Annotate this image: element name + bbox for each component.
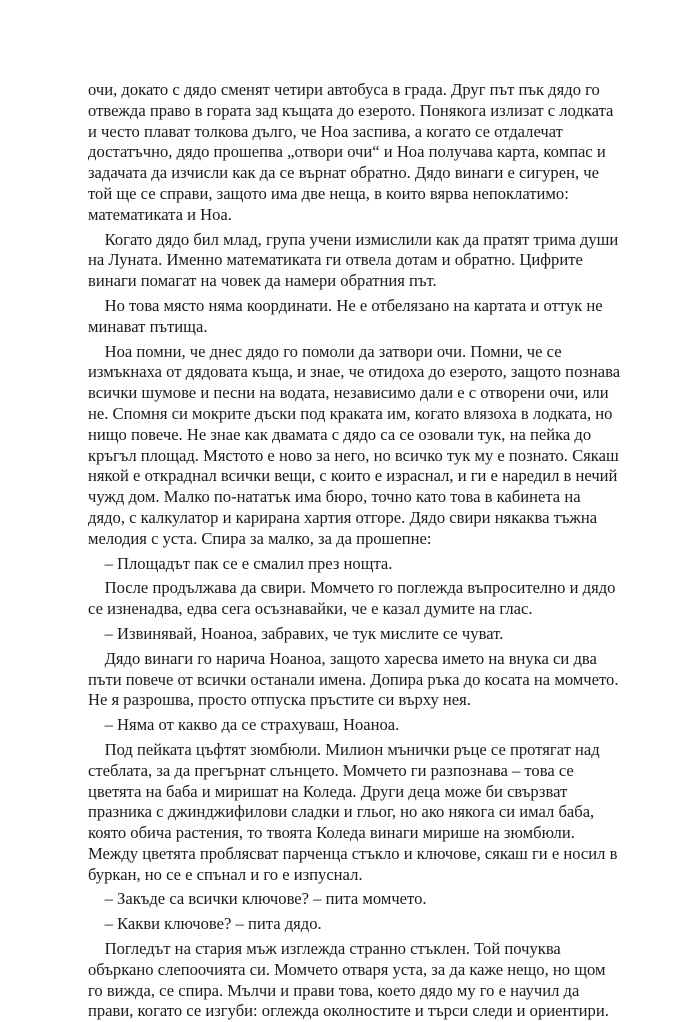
text-line: не. Спомня си мокрите дъски под краката им, когато влязоха в лодката, но	[88, 403, 613, 423]
text-line: объркано слепоочията си. Момчето отваря уста, за да каже нещо, но щом	[88, 959, 606, 979]
text-line: измъкнаха от дядовата къща, и знае, че отидоха до езерото, защото познава	[88, 362, 621, 382]
text-line: – Закъде са всички ключове? – пита момчето.	[88, 889, 427, 909]
text-line: стеблата, за да прегърнат слънцето. Момчето ги разпознава – това се	[88, 760, 574, 780]
text-line: – Какви ключове? – пита дядо.	[88, 914, 322, 934]
body-text	[88, 80, 628, 1022]
text-line: винаги помагат на човек да намери обратния път.	[88, 271, 437, 291]
text-line: дядо, с калкулатор и карирана хартия отгоре. Дядо свири някаква тъжна	[88, 507, 598, 527]
text-line: Дядо винаги го нарича Ноаноа, защото харесва името на внука си два	[88, 648, 597, 668]
text-line: се изненадва, едва сега осъзнавайки, че е казал думите на глас.	[88, 599, 533, 619]
text-line: която обича растения, то твоята Коледа винаги мирише на зюмбюли.	[88, 823, 575, 843]
text-line: пъти повече от всички останали имена. Допира ръка до косата на момчето.	[88, 669, 619, 689]
text-line: задачата да изчисли как да се върнат обратно. Дядо винаги е сигурен, че	[88, 163, 599, 183]
text-line: Но това място няма координати. Не е отбелязано на картата и оттук не	[88, 295, 603, 315]
text-line: математиката и Ноа.	[88, 204, 232, 224]
text-line: достатъчно, дядо прошепва „отвори очи“ и Ноа получава карта, компас и	[88, 142, 606, 162]
text-line: някой е откраднал всички вещи, с които е израснал, и ги е наредил в нечий	[88, 466, 618, 486]
text-line: чужд дом. Малко по-нататък има бюро, точно като това в кабинета на	[88, 487, 581, 507]
text-line: – Извинявай, Ноаноа, забравих, че тук мислите се чуват.	[88, 623, 504, 643]
text-line: отвежда право в гората зад къщата до езерото. Понякога излизат с лодката	[88, 100, 614, 120]
text-line: буркан, но се е спънал и го е изпуснал.	[88, 864, 363, 884]
text-line: и често плават толкова дълго, че Ноа заспива, а когато се отдалечат	[88, 121, 563, 141]
text-line: той ще се справи, защото има две неща, в които вярва непоклатимо:	[88, 183, 569, 203]
text-line: Под пейката цъфтят зюмбюли. Милион мънички ръце се протягат над	[88, 739, 600, 759]
text-line: Не я разрошва, просто отпуска пръстите си върху нея.	[88, 690, 471, 710]
text-line: Погледът на стария мъж изглежда странно стъклен. Той почуква	[88, 939, 561, 959]
text-line: Между цветята проблясват парченца стъкло и ключове, сякаш ги е носил в	[88, 843, 618, 863]
text-line: на Луната. Именно математиката ги отвела дотам и обратно. Цифрите	[88, 250, 583, 270]
text-line: цветята на баба и миришат на Коледа. Други деца може би свързват	[88, 781, 568, 801]
text-line: всички шумове и песни на водата, независимо дали е с отворени очи, или	[88, 383, 609, 403]
text-line: мелодия с уста. Спира за малко, за да прошепне:	[88, 528, 432, 548]
text-line: минават пътища.	[88, 316, 208, 336]
text-line: – Площадът пак се е смалил през нощта.	[88, 553, 393, 573]
text-line: Ноа помни, че днес дядо го помоли да затвори очи. Помни, че се	[88, 341, 562, 361]
text-line: Когато дядо бил млад, група учени измислили как да пратят трима души	[88, 229, 619, 249]
text-line: кръгъл площад. Мястото е ново за него, но всичко тук му е познато. Сякаш	[88, 445, 619, 465]
text-line: го вижда, се спира. Мълчи и прави това, което дядо му го е научил да	[88, 980, 580, 1000]
text-line: – Няма от какво да се страхуваш, Ноаноа.	[88, 715, 400, 735]
text-line: прави, когато се изгуби: оглежда околностите и търси следи и ориентири.	[88, 1001, 609, 1021]
text-line: очи, докато с дядо сменят четири автобуса в града. Друг път пък дядо го	[88, 80, 600, 99]
text-line: нищо повече. Не знае как двамата с дядо са се озовали тук, на пейка до	[88, 424, 592, 444]
text-line: После продължава да свири. Момчето го поглежда въпросително и дядо	[88, 578, 616, 598]
text-line: празника с джинджифилови сладки и гльог, но ако някога си имал баба,	[88, 802, 595, 822]
